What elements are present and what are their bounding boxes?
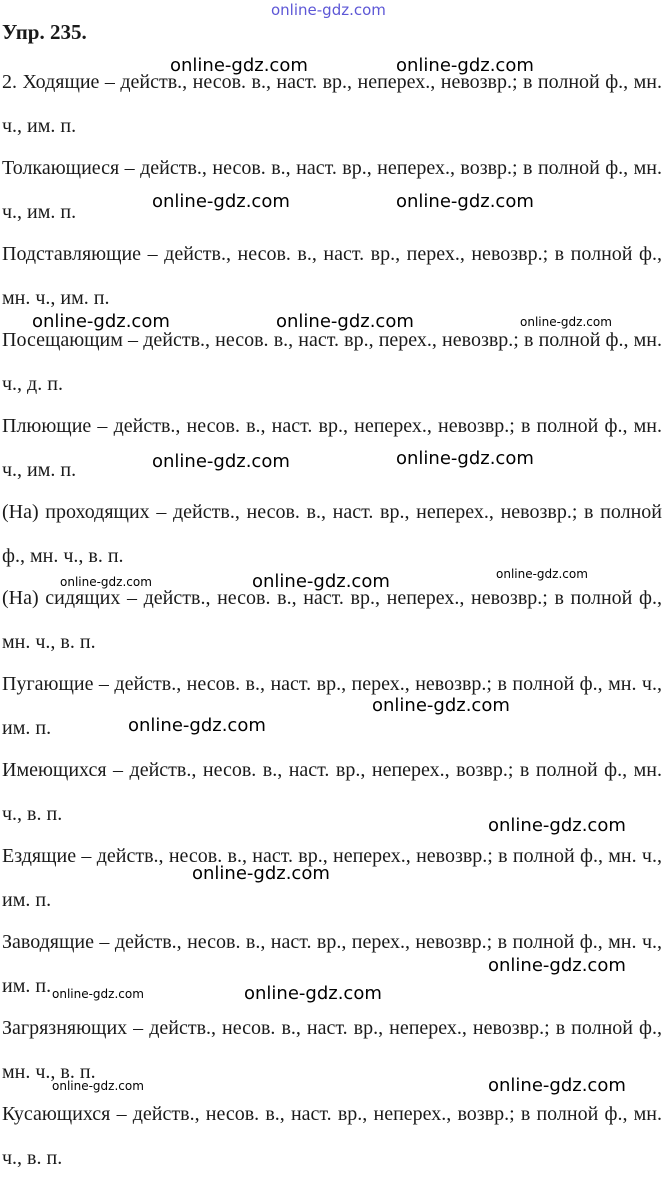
watermark: online-gdz.com (152, 191, 290, 212)
watermark: online-gdz.com (52, 1079, 144, 1093)
watermark: online-gdz.com (244, 983, 382, 1004)
entry-zagryaznyayushchikh: Загрязняющих – действ., несов. в., наст. вр., неперех., невозвр.; в полной ф., мн. ч., в. п. (2, 1017, 662, 1083)
watermark: online-gdz.com (128, 715, 266, 736)
entry-kusayushchikhsya: Кусающихся – действ., несов. в., наст. вр., неперех., возвр.; в полной ф., мн. ч., в. п. (2, 1103, 662, 1169)
entry-tolkayushchiesya: Толкающиеся – действ., несов. в., наст. вр., неперех., возвр.; в полной ф., мн. ч., им. п. (2, 157, 662, 223)
watermark: online-gdz.com (396, 448, 534, 469)
watermark: online-gdz.com (252, 571, 390, 592)
watermark: online-gdz.com (170, 55, 308, 76)
watermark: online-gdz.com (60, 575, 152, 589)
entry-podstavlyayushchie: Подставляющие – действ., несов. в., наст. вр., перех., невозвр.; в полной ф., мн. ч., им. п. (2, 243, 662, 309)
entry-khodyashchie: 2. Ходящие – действ., несов. в., наст. вр., неперех., невозвр.; в полной ф., мн. ч., им. п. (2, 71, 662, 137)
watermark: online-gdz.com (396, 191, 534, 212)
watermark: online-gdz.com (488, 1075, 626, 1096)
watermark: online-gdz.com (52, 987, 144, 1001)
watermark: online-gdz.com (372, 695, 510, 716)
exercise-title: Упр. 235. (2, 20, 87, 44)
watermark: online-gdz.com (488, 815, 626, 836)
watermark: online-gdz.com (488, 955, 626, 976)
watermark: online-gdz.com (496, 567, 588, 581)
site-header-watermark: online-gdz.com (271, 1, 386, 19)
watermark: online-gdz.com (192, 863, 330, 884)
entry-sidyashchikh: (На) сидящих – действ., несов. в., наст. вр., неперех., невозвр.; в полной ф., мн. ч., в. п. (2, 587, 662, 653)
watermark: online-gdz.com (276, 311, 414, 332)
entry-plyuyushchie: Плюющие – действ., несов. в., наст. вр., неперех., невозвр.; в полной ф., мн. ч., им. п. (2, 415, 662, 481)
watermark: online-gdz.com (520, 315, 612, 329)
entry-zavodyashchie: Заводящие – действ., несов. в., наст. вр., перех., невозвр.; в полной ф., мн. ч., им. п. (2, 931, 662, 997)
entry-imeyushchikhsya: Имеющихся – действ., несов. в., наст. вр., неперех., возвр.; в полной ф., мн. ч., в. п. (2, 759, 662, 825)
entry-poseshchayushchim: Посещающим – действ., несов. в., наст. вр., перех., невозвр.; в полной ф., мн. ч., д. п. (2, 329, 662, 395)
entry-ezdyashchie: Ездящие – действ., несов. в., наст. вр., неперех., невозвр.; в полной ф., мн. ч., им. п. (2, 845, 662, 911)
entry-prokhodyashchikh: (На) проходящих – действ., несов. в., наст. вр., неперех., невозвр.; в полной ф., мн. ч., в. п. (2, 501, 662, 567)
watermark: online-gdz.com (32, 311, 170, 332)
entry-pugayushchie: Пугающие – действ., несов. в., наст. вр., перех., невозвр.; в полной ф., мн. ч., им. п. (2, 673, 662, 739)
watermark: online-gdz.com (396, 55, 534, 76)
watermark: online-gdz.com (152, 451, 290, 472)
